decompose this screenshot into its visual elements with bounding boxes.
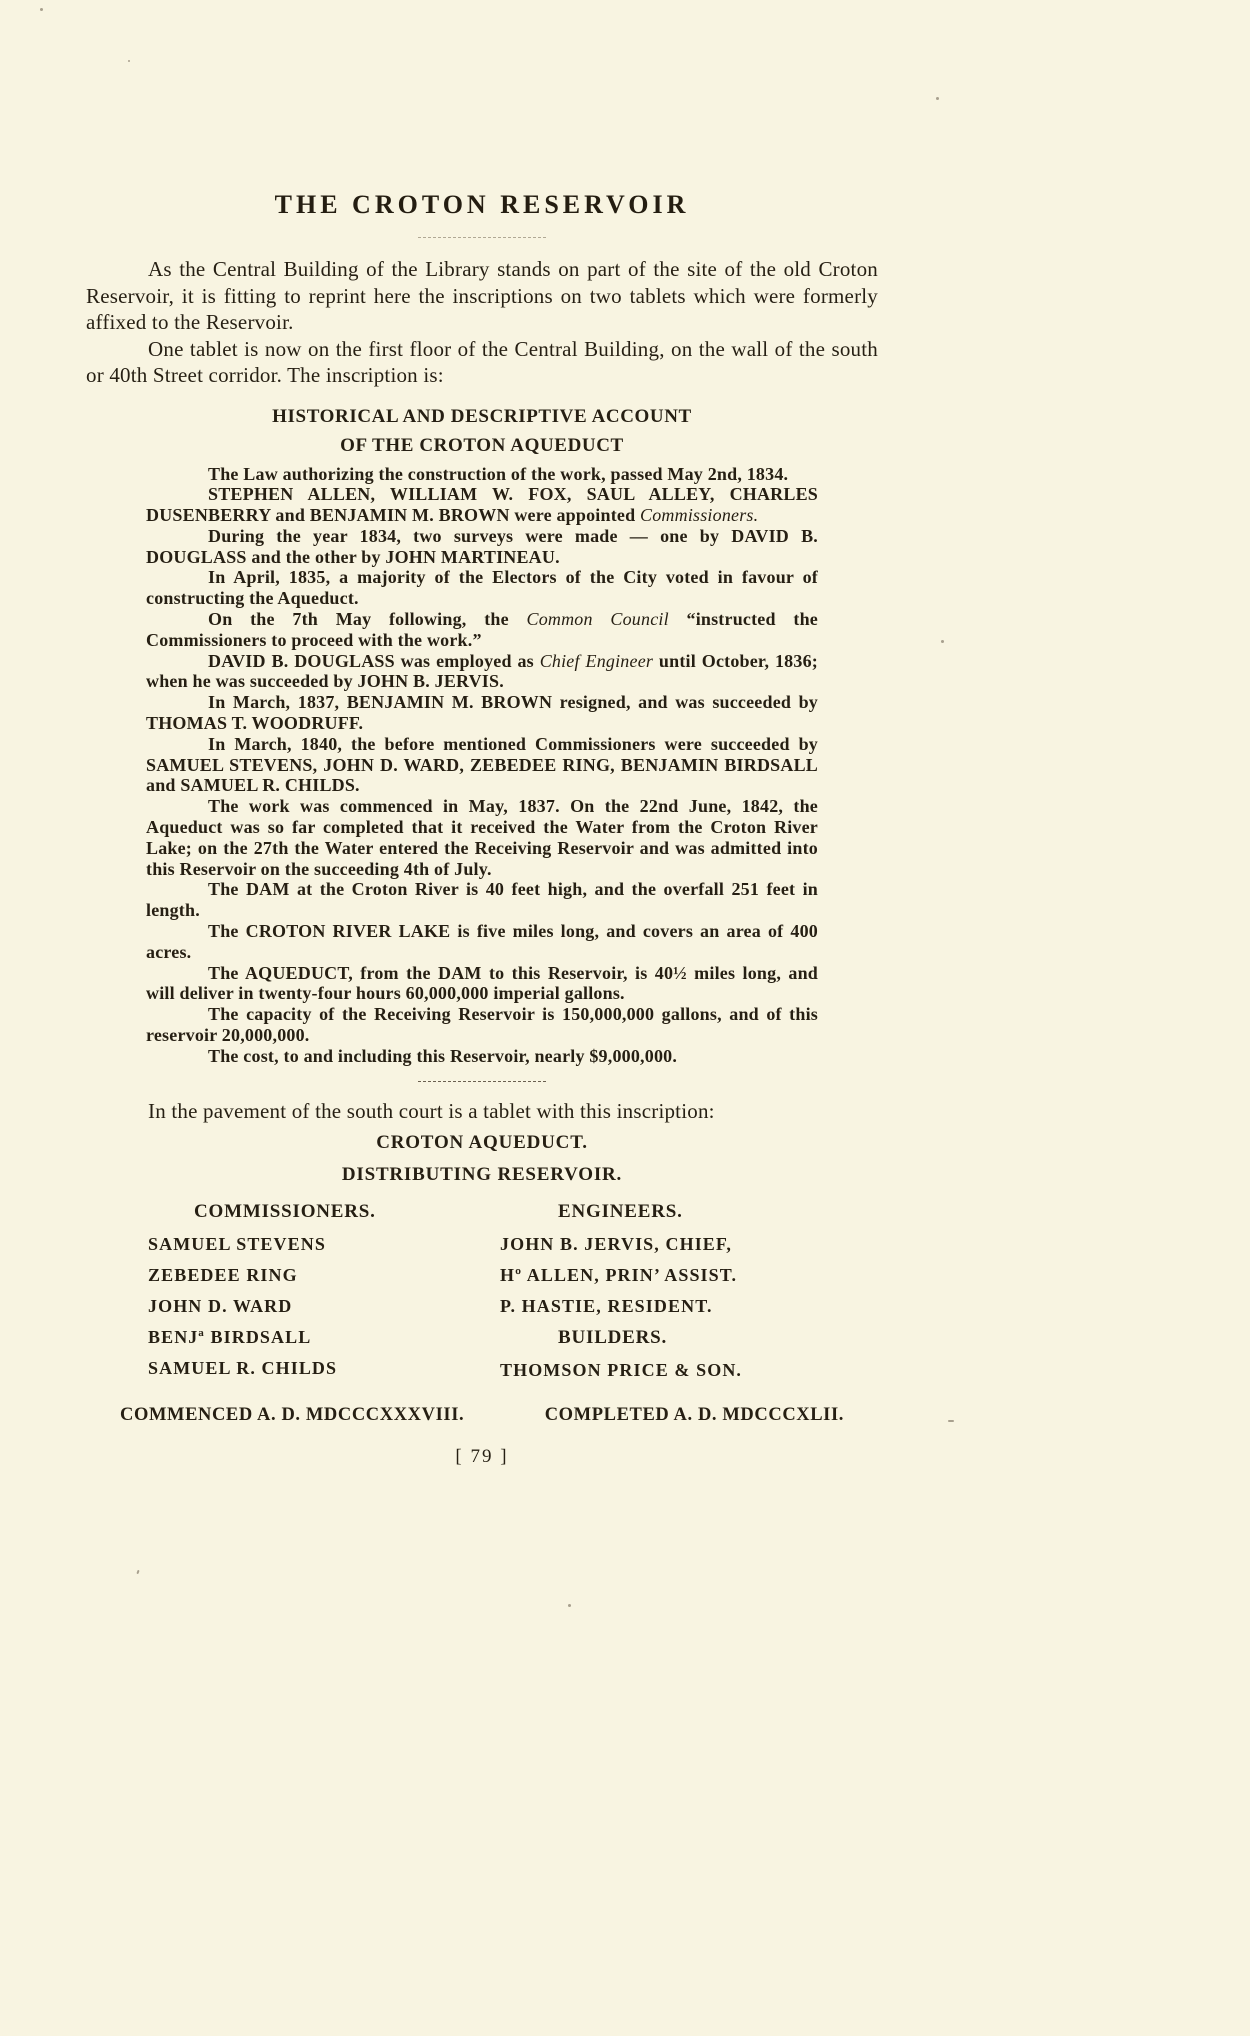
text-segment: The capacity of the Receiving Reservoir is 150,000,000 gallons, and of this reservoir 20,000,000. [146, 1004, 818, 1046]
engineer-name: Hº ALLEN, PRIN’ ASSIST. [500, 1264, 738, 1285]
text-segment: DAVID B. DOUGLASS was employed as [208, 650, 540, 671]
builders-list [454, 1360, 878, 1381]
text-segment: “instructed the Commissioners to proceed with the work.” [146, 609, 818, 650]
account-paragraphs [146, 464, 818, 1067]
account-paragraph [146, 526, 818, 568]
text-segment: In March, 1840, the before mentioned Commissioners were succeeded by SAMUEL STEVENS, JOHN D. WARD, ZEBEDEE RING, BENJAMIN BIRDSALL and SAMUEL R. CHILDS. [146, 733, 818, 796]
inscription-account [146, 402, 818, 1067]
commissioner-name: SAMUEL R. CHILDS [148, 1357, 338, 1378]
scan-speck [936, 97, 939, 100]
text-segment: until October, 1836; when he was succeeded by JOHN B. JERVIS. [146, 650, 818, 692]
tablet-columns [86, 1201, 878, 1391]
dates-row [86, 1405, 878, 1426]
commissioner-name: JOHN D. WARD [148, 1295, 293, 1316]
pavement-intro: In the pavement of the south court is a tablet with this inscription: [148, 1098, 715, 1123]
engineers-header: ENGINEERS. [558, 1200, 683, 1222]
text-segment: On the 7th May following, the [208, 609, 527, 630]
account-paragraph [146, 692, 818, 734]
intro-paragraph: As the Central Building of the Library stands on part of the site of the old Croton Reservoir, it is fitting to reprint here the inscriptions on two tablets which were formerly affixed to the Reservoir. [86, 257, 878, 334]
title-divider [418, 237, 546, 238]
commissioners-column [86, 1201, 454, 1391]
scan-speck [948, 1420, 954, 1422]
section-divider [418, 1081, 546, 1082]
tablet-section [86, 1098, 878, 1426]
account-paragraph [146, 921, 818, 963]
italic-text: Common Council [526, 609, 669, 630]
tablet-heading-2: DISTRIBUTING RESERVOIR. [341, 1163, 623, 1185]
commissioner-name: ZEBEDEE RING [148, 1264, 298, 1285]
text-segment: In March, 1837, BENJAMIN M. BROWN resigned, and was succeeded by THOMAS T. WOODRUFF. [146, 692, 818, 734]
text-segment: The DAM at the Croton River is 40 feet high, and the overfall 251 feet in length. [146, 879, 818, 921]
italic-text: Chief Engineer [539, 650, 654, 671]
engineers-list [454, 1234, 878, 1317]
account-heading-line1: HISTORICAL AND DESCRIPTIVE ACCOUNT [272, 405, 692, 427]
scan-speck [136, 1570, 139, 1574]
text-segment: The AQUEDUCT, from the DAM to this Reservoir, is 40½ miles long, and will deliver in twenty-four hours 60,000,000 imperial gallons. [146, 962, 818, 1004]
text-segment: The CROTON RIVER LAKE is five miles long, and covers an area of 400 acres. [146, 921, 818, 962]
builder-name: THOMSON PRICE & SON. [500, 1359, 743, 1380]
commissioners-header: COMMISSIONERS. [194, 1200, 376, 1222]
text-segment: During the year 1834, two surveys were made — one by DAVID B. DOUGLASS and the other by JOHN MARTINEAU. [146, 525, 818, 567]
scan-speck [941, 640, 944, 643]
scan-speck [568, 1604, 571, 1607]
commissioner-name: SAMUEL STEVENS [148, 1233, 326, 1254]
builders-header: BUILDERS. [558, 1326, 668, 1348]
text-segment: In April, 1835, a majority of the Electors of the City voted in favour of constructing the Aqueduct. [146, 567, 818, 609]
engineer-name: JOHN B. JERVIS, CHIEF, [500, 1233, 732, 1254]
account-heading-line2: OF THE CROTON AQUEDUCT [340, 434, 624, 456]
tablet-heading-1: CROTON AQUEDUCT. [376, 1131, 588, 1153]
commenced-date: COMMENCED A. D. MDCCCXXXVIII. [120, 1404, 465, 1425]
engineer-name: P. HASTIE, RESIDENT. [500, 1295, 713, 1316]
account-paragraph [146, 651, 818, 693]
account-paragraph [146, 1046, 818, 1067]
text-segment: The Law authorizing the construction of the work, passed May 2nd, 1834. [208, 463, 789, 484]
completed-date: COMPLETED A. D. MDCCCXLII. [544, 1404, 844, 1425]
account-paragraph [146, 963, 818, 1005]
engineers-column [454, 1201, 878, 1391]
italic-text: Commissioners. [640, 505, 759, 526]
account-paragraph [146, 484, 818, 526]
text-segment: STEPHEN ALLEN, WILLIAM W. FOX, SAUL ALLEY, CHARLES DUSENBERRY and BENJAMIN M. BROWN were appointed [146, 484, 818, 526]
text-segment: The cost, to and including this Reservoir, nearly $9,000,000. [208, 1045, 678, 1066]
commissioner-name: BENJª BIRDSALL [148, 1326, 312, 1347]
page-title: THE CROTON RESERVOIR [274, 190, 690, 219]
account-paragraph [146, 609, 818, 651]
intro-paragraph: One tablet is now on the first floor of the Central Building, on the wall of the south or 40th Street corridor. The inscription is: [86, 336, 878, 387]
account-paragraph [146, 879, 818, 921]
account-paragraph [146, 796, 818, 879]
account-paragraph [146, 567, 818, 609]
page-number: [ 79 ] [455, 1445, 509, 1467]
intro-section [86, 256, 878, 389]
commissioners-list [86, 1234, 454, 1379]
account-paragraph [146, 734, 818, 796]
text-block [86, 0, 878, 1468]
account-paragraph [146, 464, 818, 485]
text-segment: The work was commenced in May, 1837. On the 22nd June, 1842, the Aqueduct was so far completed that it received the Water from the Croton River Lake; on the 27th the Water entered the Receiving Reservoir and was admitted into this Reservoir on the succeeding 4th of July. [146, 796, 818, 879]
scan-speck [40, 8, 43, 11]
account-paragraph [146, 1004, 818, 1046]
